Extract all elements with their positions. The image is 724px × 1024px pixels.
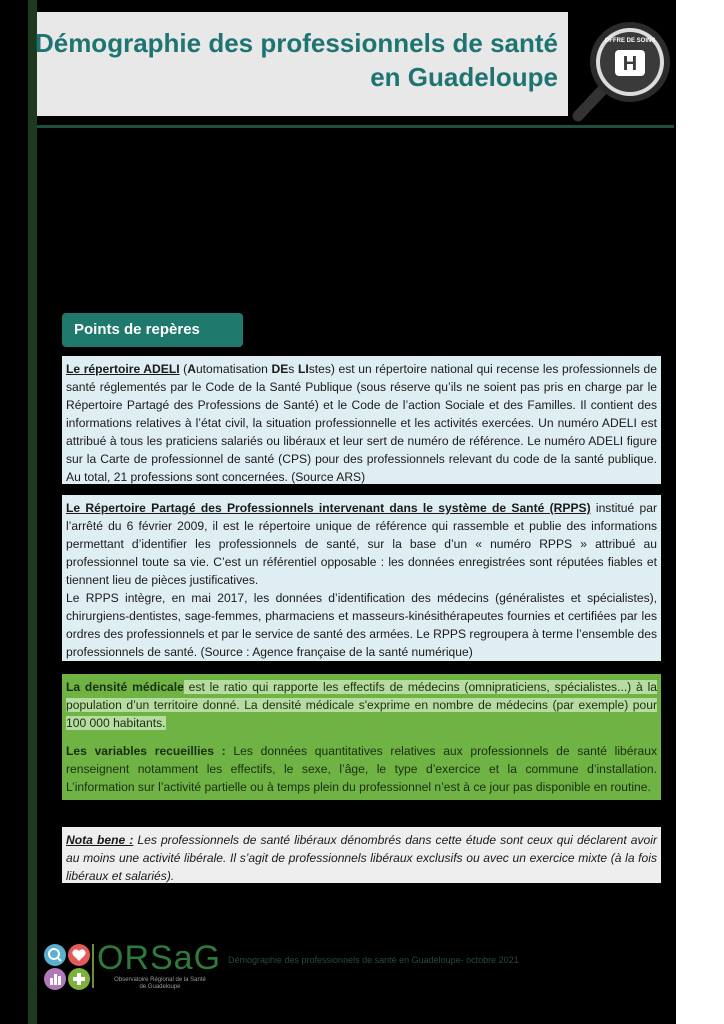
magnifier-hospital-icon (570, 18, 674, 122)
adeli-term: Le répertoire ADELI (66, 362, 180, 376)
badge-text: OFFRE DE SOINS (604, 38, 656, 44)
page-title-line-1: Démographie des professionnels de santé (34, 28, 558, 58)
adeli-text-part: utomatisation (195, 362, 272, 376)
page-title-line-2: en Guadeloupe (370, 62, 558, 92)
adeli-text-part: s (288, 362, 298, 376)
orsag-subtitle-line-1: Observatoire Régional de la Santé (114, 977, 206, 983)
section-heading: Points de repères (62, 313, 243, 347)
adeli-definition-box (62, 356, 661, 484)
header-divider (37, 125, 674, 128)
nota-bene-box (62, 827, 661, 883)
paragraph-spacer (66, 732, 657, 742)
rpps-term: Le Répertoire Partagé des Professionnels intervenant dans le système de Santé (RPPS) (66, 501, 591, 515)
adeli-paragraph (66, 360, 657, 486)
adeli-text-part: ( (179, 362, 188, 376)
density-body: est le ratio qui rapporte les effectifs de médecins (omnipraticiens, spécialistes...) à la population d’un territoire donné. La densité médicale s'exprime en nombre de médecins (par exemple) pour 100 000 habitants. (66, 680, 657, 730)
variables-paragraph (66, 742, 657, 796)
variables-term: Les variables recueillies : (66, 744, 226, 758)
page-margin (676, 0, 724, 1024)
logo-divider (92, 944, 94, 988)
orsag-brand: ORSaG (97, 939, 222, 977)
density-term: La densité médicale (66, 680, 184, 694)
variables-body: Les données quantitatives relatives aux professionnels de santé libéraux renseignent notamment les effectifs, le sexe, l’âge, le type d’exercice et la commune d’installation. L’information sur l’activité partielle ou à temps plein du professionnel n’est à ce jour pas disponible en routine. (66, 744, 657, 794)
nota-label: Nota bene : (66, 833, 134, 847)
rpps-paragraph-1 (66, 499, 657, 589)
footer-caption: Démographie des professionnels de santé en Guadeloupe- octobre 2021 (228, 955, 519, 965)
orsag-subtitle-line-2: de Guadeloupe (139, 984, 181, 990)
adeli-acronym-letter: DE (271, 362, 289, 376)
rpps-paragraph-2: Le RPPS intègre, en mai 2017, les données d’identification des médecins (généralistes et spécialistes), chirurgiens-dentistes, sage-femmes, pharmaciens et masseurs-kinésithérapeutes fournies et certifiées par les ordres des professionnels et par le service de santé des armées. Le RPPS regroupera à terme l’ensemble des professionnels de santé. (Source : Agence française de la santé numérique) (66, 591, 657, 659)
badge-letter: H (622, 53, 638, 75)
adeli-acronym-letter: A (187, 362, 196, 376)
adeli-body: est un répertoire national qui recense les professionnels de santé réglementés par le Code de la Santé Publique (sous réserve qu’ils ne soient pas pris en charge par le Répertoire Partagé des Professions de Santé) et le Code de l’action Sociale et des Familles. Il contient des informations relatives à l’état civil, la situation professionnelle et les activités exercées. Un numéro ADELI est attribué à tous les praticiens salariés ou libéraux et leur sert de numéro de référence. Le numéro ADELI figure sur la Carte de professionnel de santé (CPS) pour des professionnels relevant du code de la santé publique. Au total, 21 professions sont concernées. (Source ARS) (66, 362, 657, 484)
rpps-body: institué par l’arrêté du 6 février 2009, il est le répertoire unique de référence qui rassemble et publie des informations permettant d’identifier les professionnels de santé, sur la base d’un « numéro RPPS » attribué au professionnel toute sa vie. C’est un référentiel opposable : les données enregistrées sont réputées fiables et tiennent lieu de pièces justificatives. (66, 501, 657, 587)
rpps-definition-box (62, 495, 661, 661)
adeli-text-part: stes) (308, 362, 335, 376)
orsag-logo-icon (42, 942, 92, 992)
nota-paragraph (66, 831, 657, 885)
left-accent-bar (28, 0, 37, 1024)
adeli-acronym-letter: LI (297, 362, 309, 376)
density-definition-box (62, 674, 661, 800)
density-paragraph (66, 678, 657, 732)
title-banner (34, 12, 568, 116)
nota-text: Les professionnels de santé libéraux dénombrés dans cette étude sont ceux qui déclarent avoir au moins une activité libérale. Il s’agit de professionnels libéraux exclusifs ou avec un exercice mixte (à la fois libéraux et salariés). (66, 833, 657, 883)
